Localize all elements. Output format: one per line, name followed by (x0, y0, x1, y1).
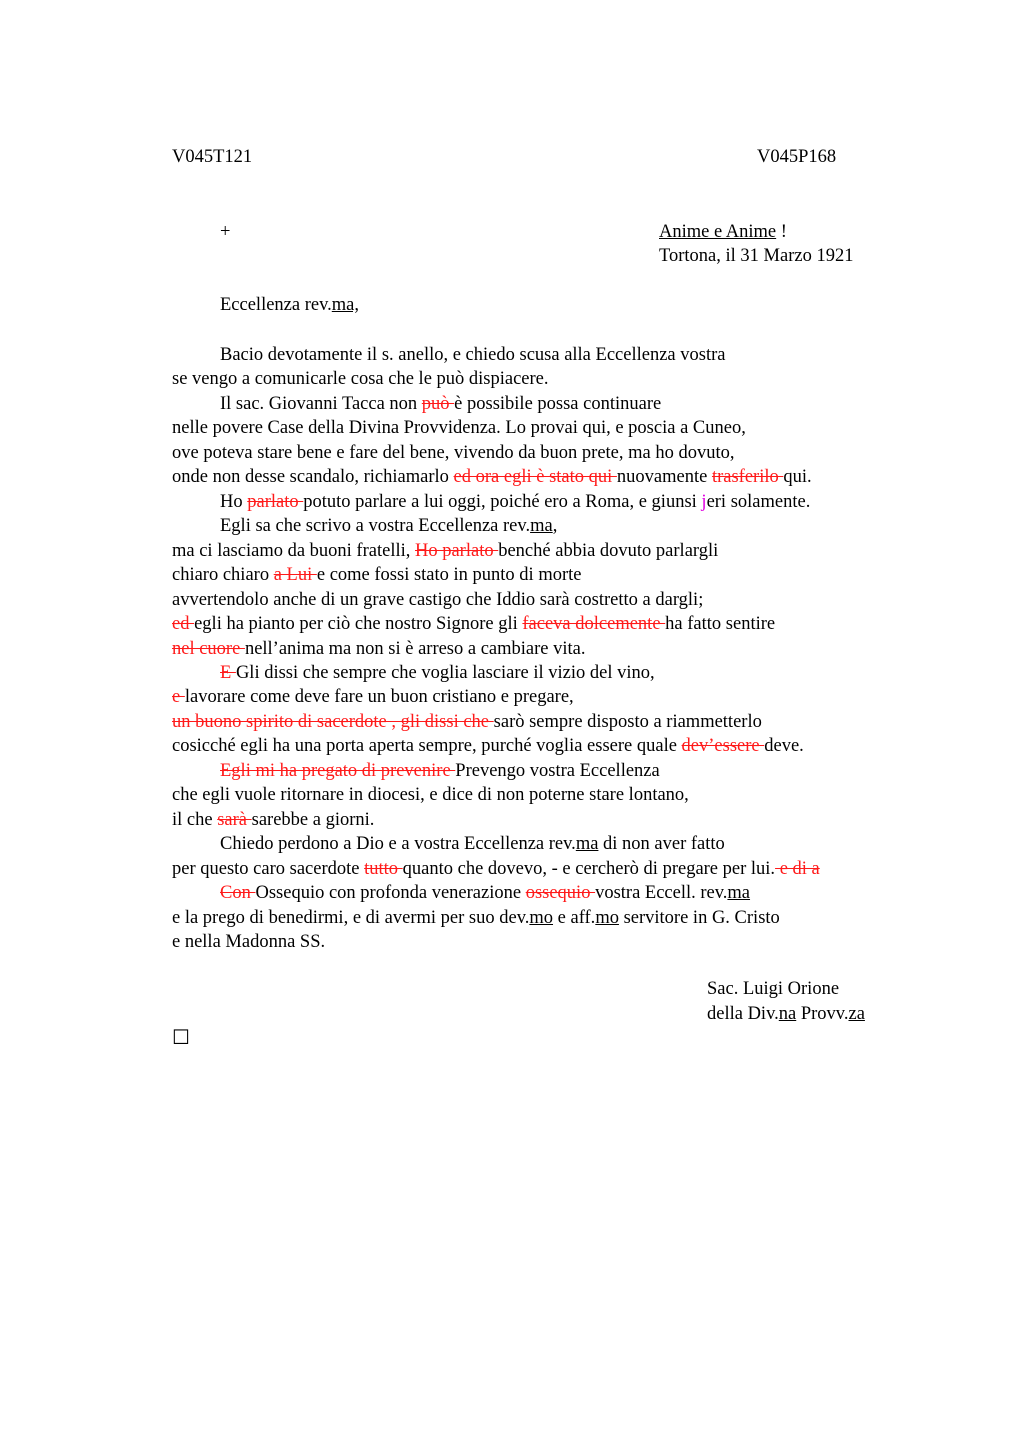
body-line: un buono spirito di sacerdote , gli dissi che sarò sempre disposto a riammetterlo (172, 712, 762, 732)
body-line: nel cuore nell’anima ma non si è arreso a cambiare vita. (172, 639, 586, 659)
body-line: nelle povere Case della Divina Provvidenza. Lo provai qui, e poscia a Cuneo, (172, 418, 746, 438)
deleted-text: ed ora egli è stato qui (453, 467, 617, 487)
body-line: che egli vuole ritornare in diocesi, e dice di non poterne stare lontano, (172, 785, 689, 805)
body-line: il che sarà sarebbe a giorni. (172, 810, 375, 830)
body-line: e nella Madonna SS. (172, 932, 326, 952)
body-line: Chiedo perdono a Dio e a vostra Eccellenza rev.ma di non aver fatto (220, 834, 725, 854)
body-line: per questo caro sacerdote tutto quanto che dovevo, - e cercherò di pregare per lui. e di a (172, 859, 820, 879)
deleted-text: Ho parlato (414, 541, 499, 561)
body-line: chiaro chiaro a Lui e come fossi stato in punto di morte (172, 565, 582, 585)
end-box-icon: ☐ (172, 1027, 190, 1049)
deleted-text: nel cuore (172, 639, 245, 659)
deleted-text: tutto (364, 859, 403, 879)
body-line: Il sac. Giovanni Tacca non può è possibile possa continuare (220, 394, 662, 414)
body-line: ove poteva stare bene e fare del bene, vivendo da buon prete, ma ho dovuto, (172, 443, 735, 463)
body-line: Egli mi ha pregato di prevenire Prevengo vostra Eccellenza (220, 761, 660, 781)
header-right-code: V045P168 (757, 147, 837, 167)
motto (659, 222, 787, 243)
deleted-text: faceva dolcemente (522, 614, 666, 634)
body-line: ed egli ha pianto per ciò che nostro Signore gli faceva dolcemente ha fatto sentire (172, 614, 776, 634)
deleted-text: Con (220, 883, 256, 903)
salutation-text: Eccellenza rev. (220, 295, 332, 315)
deleted-text: sarà (217, 810, 252, 830)
signature-name: Sac. Luigi Orione (707, 979, 840, 999)
header-left-code: V045T121 (172, 147, 253, 167)
deleted-text: E (220, 663, 236, 683)
deleted-text: e di a (775, 859, 820, 879)
salutation-abbrev: ma, (331, 295, 360, 315)
body-line: e lavorare come deve fare un buon cristiano e pregare, (172, 687, 574, 707)
body-line: cosicché egli ha una porta aperta sempre, purché voglia essere quale dev’essere deve. (172, 736, 804, 756)
body-line: E Gli dissi che sempre che voglia lasciare il vizio del vino, (220, 663, 655, 683)
body-line: Con Ossequio con profonda venerazione ossequio vostra Eccell. rev.ma (220, 883, 751, 903)
deleted-text: dev’essere (681, 736, 765, 756)
deleted-text: trasferilo (711, 467, 784, 487)
signature-title: della Div.na Provv.za (707, 1004, 865, 1024)
place-date: Tortona, il 31 Marzo 1921 (659, 246, 854, 266)
inserted-text: j (701, 492, 707, 512)
motto-suffix: ! (776, 222, 787, 242)
body-line: onde non desse scandalo, richiamarlo ed ora egli è stato qui nuovamente trasferilo qui. (172, 467, 812, 487)
body-line: Bacio devotamente il s. anello, e chiedo scusa alla Eccellenza vostra (220, 345, 726, 365)
body-line: avvertendolo anche di un grave castigo che Iddio sarà costretto a dargli; (172, 590, 704, 610)
body-line: Ho parlato potuto parlare a lui oggi, poiché ero a Roma, e giunsi jeri solamente. (220, 492, 811, 512)
body-line: Egli sa che scrivo a vostra Eccellenza rev.ma, (220, 516, 558, 536)
deleted-text: un buono spirito di sacerdote , gli dissi che (172, 712, 494, 732)
body-line: ma ci lasciamo da buoni fratelli, Ho parlato benché abbia dovuto parlargli (172, 541, 719, 561)
body-line: e la prego di benedirmi, e di avermi per suo dev.mo e aff.mo servitore in G. Cristo (172, 908, 780, 928)
deleted-text: ed (172, 614, 195, 634)
deleted-text: ossequio (525, 883, 596, 903)
deleted-text: a Lui (273, 565, 317, 585)
body-line: se vengo a comunicarle cosa che le può dispiacere. (172, 369, 549, 389)
deleted-text: e (172, 687, 185, 707)
deleted-text: parlato (247, 492, 304, 512)
deleted-text: Egli mi ha pregato di prevenire (220, 761, 456, 781)
deleted-text: può (421, 394, 455, 414)
motto-text: Anime e Anime (659, 222, 777, 242)
salutation (220, 295, 359, 316)
cross-mark: + (220, 222, 231, 242)
